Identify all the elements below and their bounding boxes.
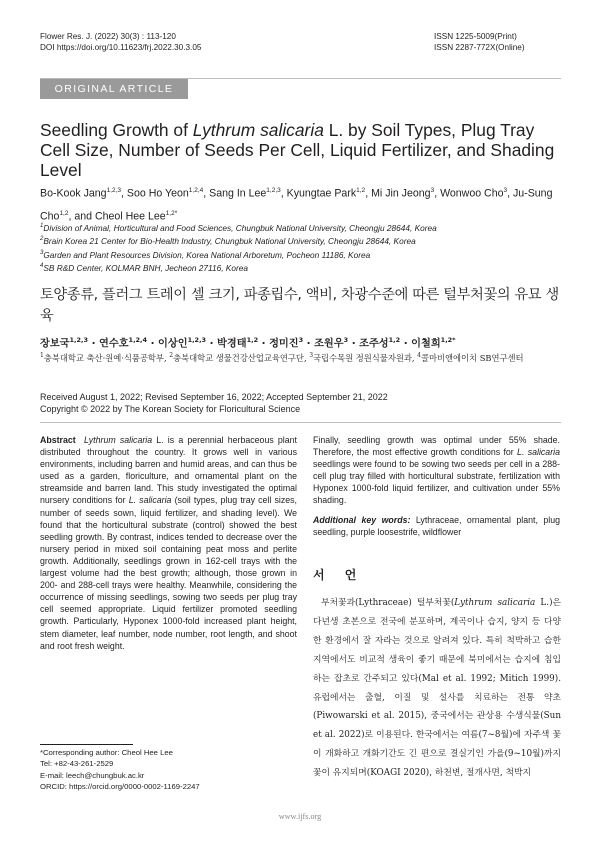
- korean-affiliation-number: 4: [417, 352, 421, 359]
- intro-text-2: L.)은 다년생 초본으로 전국에 분포하며, 계곡이나 습지, 양지 등 다양한 환경에서 잘 자라는 것으로 알려져 있다. 특히 척박하고 습한 지역에서도 비교적 생육이 좋기 때문에 북미에서는 습지에 침입하는 잡초로 간주되고 있다(Mal et al. 1992; Mitich 1999). 유럽에서는 출혈, 이질 및 설사를 치료하는 전통 약초(Piwowarski et al. 2015), 중국에서는 관상용 수생식물(Sun et al. 2022)로 이용된다. 한국에서는 여름(7~8월)에 자주색 꽃이 개화하고 개화기간도 긴 편으로 결실기인 가을(9~10월)까지 꽃이 유지되며(KOAGI 2020), 하천변, 절개사면, 척박지: [313, 598, 561, 779]
- author-affiliation-marker: 1,2*: [165, 209, 178, 217]
- abstract-species: Lythrum salicaria: [84, 435, 153, 445]
- doi-line[interactable]: DOI https://doi.org/10.11623/frj.2022.30.3.05: [40, 43, 202, 52]
- korean-affiliation-number: 3: [309, 352, 314, 359]
- korean-author-marker: 1,2: [246, 336, 259, 344]
- korean-affiliation-text: 국립수목원 정원식물자원과,: [313, 352, 418, 363]
- korean-affiliation-text: 충북대학교 생물건강산업교육연구단,: [173, 352, 310, 363]
- title-species: Lythrum salicaria: [192, 120, 324, 140]
- author-name: Mi Jin Jeong: [371, 187, 431, 200]
- author-affiliation-marker: 1,2,3: [106, 187, 122, 194]
- citation-line: Flower Res. J. (2022) 30(3) : 113-120: [40, 32, 176, 41]
- author-email[interactable]: E-mail: leech@chungbuk.ac.kr: [40, 770, 145, 780]
- abstract-species-2: L. salicaria: [128, 495, 172, 506]
- korean-title: 토양종류, 플러그 트레이 셀 크기, 파종립수, 액비, 차광수준에 따른 털부처꽃의 유묘 생육: [40, 287, 559, 324]
- author-name: Wonwoo Cho: [440, 187, 504, 200]
- keywords: [313, 514, 560, 538]
- abstract-species-3: L. salicaria: [517, 447, 560, 458]
- issn-online: ISSN 2287-772X(Online): [434, 43, 525, 52]
- author-separator: ,: [434, 187, 441, 200]
- affiliation-text: Division of Animal, Horticultural and Food Sciences, Chungbuk National University, Cheongju 28644, Korea: [43, 222, 437, 233]
- korean-author-name: 박경태: [217, 338, 247, 350]
- intro-text-1: 부처꽃과(Lythraceae) 털부처꽃(: [321, 598, 455, 608]
- author-name: Sang In Lee: [209, 187, 267, 200]
- author-name: Bo-Kook Jang: [40, 187, 107, 200]
- korean-affiliation-list: [40, 350, 565, 364]
- keywords-label: Additional key words:: [313, 514, 411, 525]
- korean-author-name: 장보국: [40, 338, 70, 350]
- abstract-text-1: L. is a perennial herbaceous plant distributed throughout the country. It grows well in various environments, including barren and humid areas, and can thus be used as a garden, floriculture, and ornamental plant on the streamside and barren land. This study investigated the optimal nursery conditions for: [40, 435, 297, 506]
- keywords-text: Lythraceae, ornamental plant, plug seedling, purple loosestrife, wildflower: [313, 514, 560, 537]
- author-affiliation-marker: 3: [430, 187, 435, 194]
- issn-block: [434, 31, 525, 53]
- author-separator: , and: [68, 210, 95, 223]
- author-orcid[interactable]: ORCID: https://orcid.org/0000-0002-1169-2247: [40, 782, 200, 792]
- korean-affiliation-text: 충북대학교 축산·원예·식품공학부,: [43, 352, 170, 363]
- korean-author-marker: 1,2*: [440, 336, 456, 344]
- abstract-conclusion: [313, 434, 560, 507]
- korean-author-separator: ·: [400, 338, 412, 350]
- introduction-heading: 서 언: [313, 568, 365, 582]
- korean-author-marker: 1,2,4: [128, 336, 148, 344]
- affiliation-item: [40, 234, 565, 247]
- journal-website[interactable]: www.ijfs.org: [278, 812, 322, 821]
- korean-author-separator: ·: [303, 338, 315, 350]
- affiliation-item: [40, 248, 565, 261]
- affiliation-number: 3: [40, 249, 44, 256]
- abstract-text-4: seedlings were found to be sowing two seeds per cell in a 288-cell plug tray filled with horticultural substrate, fertilization with Hyponex 1000-fold liquid fertilizer, and cultivation under 55% shading.: [313, 459, 560, 506]
- affiliation-item: [40, 221, 565, 234]
- author-tel: Tel: +82-43-261-2529: [40, 759, 114, 769]
- introduction-body: [313, 594, 561, 783]
- affiliation-text: Brain Korea 21 Center for Bio-Health Industry, Chungbuk National University, Cheongju 28644, Korea: [43, 236, 416, 247]
- author-affiliation-marker: 1,2,4: [188, 187, 204, 194]
- korean-author-separator: ·: [206, 338, 218, 350]
- title-part2: L. by Soil Types, Plug Tray Cell Size, Number of Seeds Per Cell, Liquid Fertilizer, and Shading Level: [40, 120, 555, 180]
- korean-author-marker: 3: [343, 336, 349, 344]
- corresponding-author-note: [40, 747, 300, 793]
- author-affiliation-marker: 3: [503, 187, 508, 194]
- author-separator: ,: [507, 187, 513, 200]
- abstract-continuation: [313, 434, 560, 538]
- korean-author-name: 정미진: [269, 338, 299, 350]
- abstract-text-2: (soil types, plug tray cell sizes, number of seeds sown, liquid fertilizer, and shading level). We found that the horticultural substrate (control) showed the best seedling growth. By contrast, indices tended to decrease over the nursery period in mixed soil containing peat moss and perlite growth. Additionally, seedlings grown in 162-cell trays with the largest volume had the best growth; although, those grown in 200- and 288-cell trays were healthy. Meanwhile, considering the occurrence of missing seedlings, sowing two seeds per plug tray cell seemed appropriate. Liquid fertilizer promoted seedling growth. Particularly, Hyponex 1000-fold increased plant height, stem diameter, leaf number, node number, root length, and shoot and root fresh weight.: [40, 495, 297, 651]
- korean-affiliation-number: 1: [40, 352, 44, 359]
- korean-author-name: 조주성: [359, 338, 389, 350]
- author-affiliation-marker: 1,2: [59, 209, 69, 217]
- author-separator: ,: [365, 187, 372, 200]
- article-title: [40, 120, 565, 180]
- korean-affiliation-text: 콜마비앤에이치 SB연구센터: [420, 352, 524, 363]
- corresponding-author: *Corresponding author: Cheol Hee Lee: [40, 748, 173, 757]
- author-list: [40, 181, 565, 226]
- korean-author-separator: ·: [88, 338, 100, 350]
- intro-species: Lythrum salicaria: [454, 598, 536, 608]
- korean-author-marker: 3: [298, 336, 304, 344]
- affiliation-list: [40, 221, 565, 274]
- author-separator: ,: [280, 187, 287, 200]
- journal-citation: [40, 31, 201, 53]
- author-name: Cheol Hee Lee: [95, 210, 166, 223]
- korean-author-name: 이상인: [158, 338, 188, 350]
- abstract-label: Abstract: [40, 435, 76, 445]
- korean-author-name: 이철희: [411, 338, 441, 350]
- affiliation-item: [40, 261, 565, 274]
- korean-author-separator: ·: [258, 338, 270, 350]
- author-name: Ju-Sung Cho: [40, 187, 553, 223]
- korean-author-separator: ·: [348, 338, 360, 350]
- affiliation-text: SB R&D Center, KOLMAR BNH, Jecheon 27116, Korea: [43, 262, 248, 273]
- affiliation-number: 4: [40, 262, 44, 269]
- korean-author-list: [40, 334, 565, 350]
- affiliation-text: Garden and Plant Resources Division, Korea National Arboretum, Pocheon 11186, Korea: [43, 249, 371, 260]
- korean-author-marker: 1,2: [388, 336, 401, 344]
- article-dates: [40, 391, 565, 416]
- article-type-badge: ORIGINAL ARTICLE: [40, 79, 188, 99]
- dates-divider: [40, 422, 561, 423]
- author-affiliation-marker: 1,2: [356, 187, 366, 194]
- affiliation-number: 1: [40, 223, 44, 229]
- author-affiliation-marker: 1,2,3: [266, 187, 281, 194]
- dates-line: Received August 1, 2022; Revised September 16, 2022; Accepted September 21, 2022: [40, 392, 388, 402]
- footnote-divider: [40, 744, 133, 745]
- korean-author-marker: 1,2,3: [187, 336, 207, 344]
- title-part1: Seedling Growth of: [40, 120, 193, 140]
- author-name: Kyungtae Park: [286, 187, 357, 200]
- author-separator: ,: [203, 187, 210, 200]
- korean-author-name: 조원우: [314, 338, 344, 350]
- korean-author-separator: ·: [147, 338, 159, 350]
- abstract-body: [40, 434, 297, 652]
- korean-author-marker: 1,2,3: [69, 336, 89, 344]
- abstract-text-3: Finally, seedling growth was optimal under 55% shade. Therefore, the most effective growth conditions for: [313, 435, 560, 458]
- author-name: Soo Ho Yeon: [126, 187, 189, 200]
- issn-print: ISSN 1225-5009(Print): [434, 32, 517, 41]
- copyright-line: Copyright © 2022 by The Korean Society for Floricultural Science: [40, 404, 301, 415]
- author-separator: ,: [121, 187, 127, 200]
- affiliation-number: 2: [40, 236, 44, 243]
- korean-author-name: 연수호: [99, 338, 129, 350]
- korean-affiliation-number: 2: [169, 352, 174, 359]
